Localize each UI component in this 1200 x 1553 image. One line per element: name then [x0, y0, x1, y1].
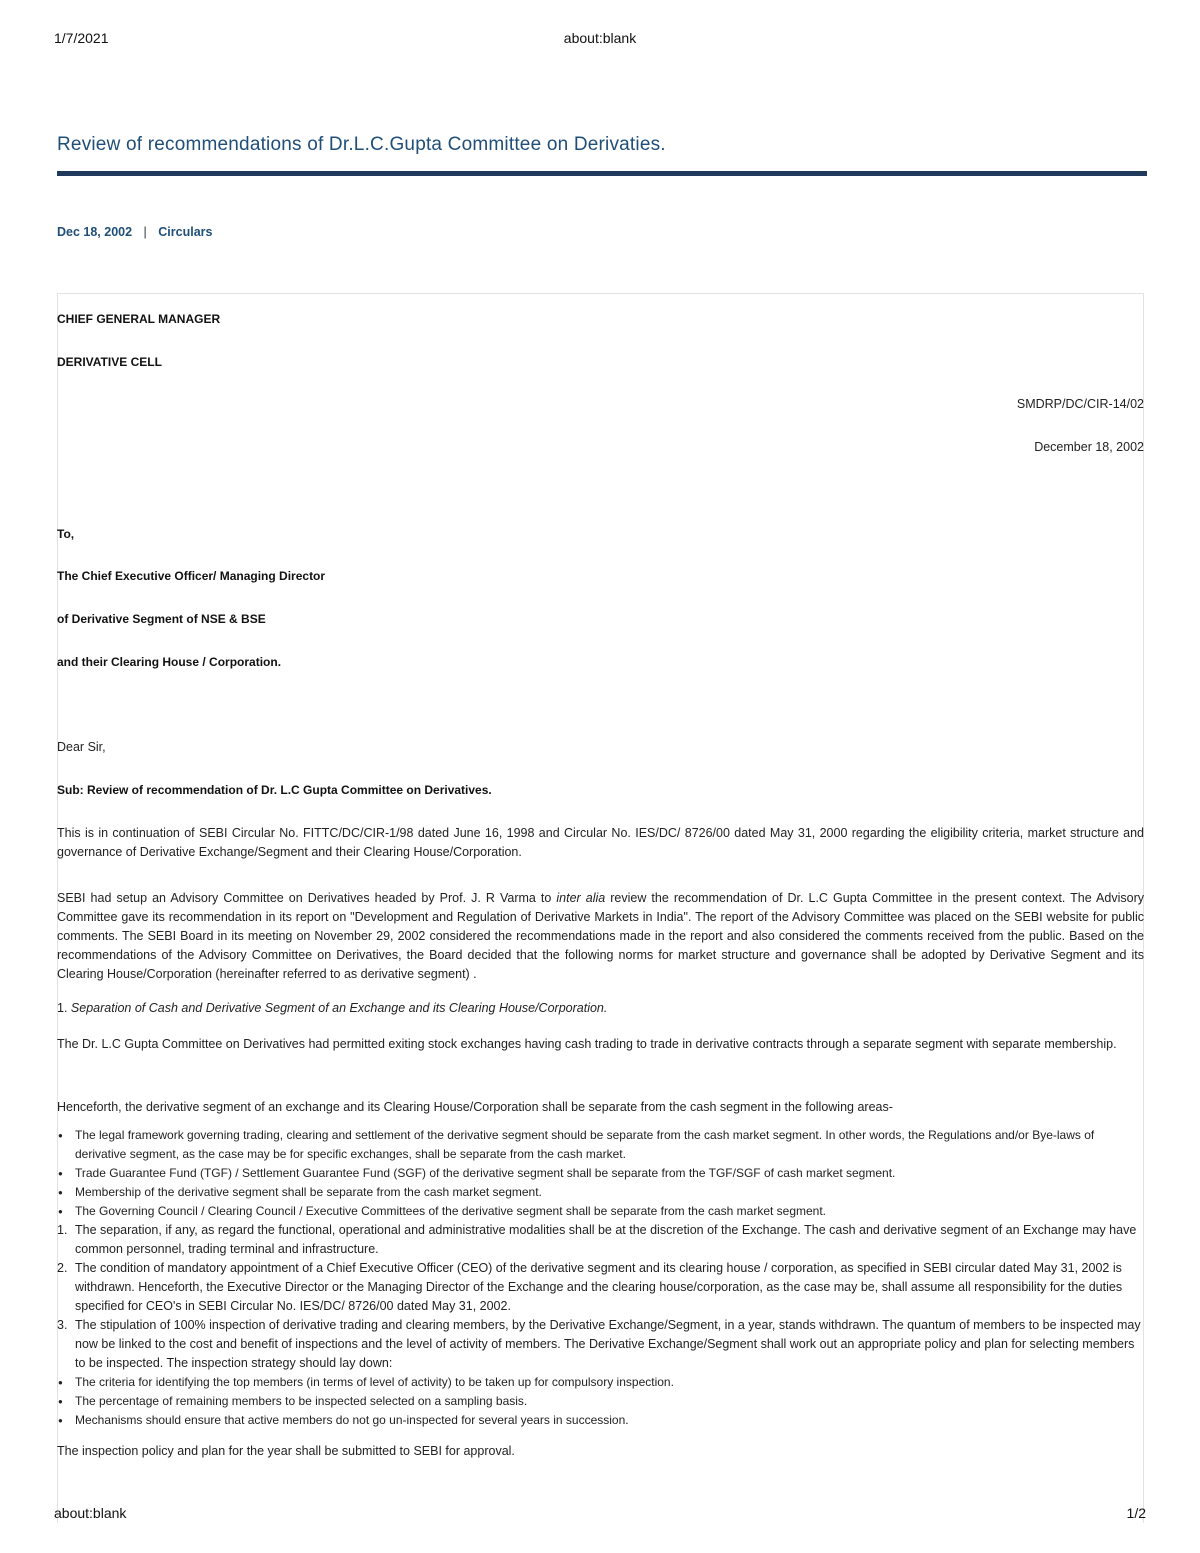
- paragraph-advisory-committee: [57, 889, 1144, 984]
- section-1-number: 1.: [57, 1001, 68, 1015]
- paragraph-gupta-committee: The Dr. L.C Gupta Committee on Derivatives had permitted exiting stock exchanges having cash trading to trade in derivative contracts through a separate segment with separate membership.: [57, 1037, 1117, 1051]
- list-item: ● The percentage of remaining members to be inspected selected on a sampling basis.: [75, 1392, 1144, 1411]
- print-footer-url: about:blank: [54, 1505, 127, 1521]
- item-number: 3.: [57, 1318, 68, 1332]
- list-item: ● Mechanisms should ensure that active members do not go un-inspected for several years in succession.: [75, 1411, 1144, 1430]
- list-item: [57, 1221, 1144, 1259]
- paragraph-continuation: This is in continuation of SEBI Circular No. FITTC/DC/CIR-1/98 dated June 16, 1998 and Circular No. IES/DC/ 8726/00 dated May 31, 2000 regarding the eligibility criteria, market structure and governance of Derivative Exchange/Segment and their Clearing House/Corporation.: [57, 826, 1144, 859]
- item-text: The condition of mandatory appointment of a Chief Executive Officer (CEO) of the derivative segment and its clearing house / corporation, as specified in SEBI circular dated May 31, 2002 is withdrawn. Henceforth, the Executive Director or the Managing Director of the Exchange and the clearing house/corporation, as the case may be, shall assume all responsibility for the duties specified for CEO's in SEBI Circular No. IES/DC/ 8726/00 dated May 31, 2002.: [75, 1261, 1123, 1313]
- reference-number: SMDRP/DC/CIR-14/02: [1016, 397, 1144, 411]
- from-department: DERIVATIVE CELL: [57, 355, 162, 369]
- item-number: 1.: [57, 1223, 68, 1237]
- meta-separator: |: [143, 225, 147, 239]
- list-item: [57, 1259, 1144, 1316]
- list-item: [57, 1316, 1144, 1373]
- item-text: The separation, if any, as regard the functional, operational and administrative modalities shall be at the discretion of the Exchange. The cash and derivative segment of an Exchange may have common personnel, trading terminal and infrastructure.: [75, 1223, 1137, 1256]
- print-header-url: about:blank: [563, 30, 637, 46]
- numbered-provisions: [57, 1221, 1144, 1373]
- closing-paragraph: The inspection policy and plan for the year shall be submitted to SEBI for approval.: [57, 1444, 515, 1458]
- list-item: ● Trade Guarantee Fund (TGF) / Settlement Guarantee Fund (SGF) of the derivative segment shall be separate from the TGF/SGF of cash market segment.: [75, 1164, 1144, 1183]
- addressee-line-1: The Chief Executive Officer/ Managing Director: [57, 569, 326, 583]
- print-header-date: 1/7/2021: [54, 30, 109, 46]
- salutation: Dear Sir,: [57, 740, 106, 754]
- separation-areas-list: [57, 1126, 1144, 1430]
- addressee-line-2: of Derivative Segment of NSE & BSE: [57, 612, 266, 626]
- title-divider: [57, 171, 1147, 176]
- list-item: ● The Governing Council / Clearing Council / Executive Committees of the derivative segment shall be separate from the cash market segment.: [75, 1202, 1144, 1221]
- subject-line: Sub: Review of recommendation of Dr. L.C Gupta Committee on Derivatives.: [57, 783, 492, 797]
- paragraph-advisory-text-b: review the recommendation of Dr. L.C Gupta Committee in the present context. The Advisory Committee gave its recommendation in its report on "Development and Regulation of Derivative Markets in India". The report of the Advisory Committee was placed on the SEBI website for public comments. The SEBI Board in its meeting on November 29, 2002 considered the recommendations made in the report and also considered the comments received from the public. Based on the recommendations of the Advisory Committee on Derivatives, the Board decided that the following norms for market structure and governance shall be adopted by Derivative Segment and its Clearing House/Corporation (hereinafter referred to as derivative segment) .: [57, 891, 1144, 981]
- list-item: ● Membership of the derivative segment shall be separate from the cash market segment.: [75, 1183, 1144, 1202]
- article-date: Dec 18, 2002: [57, 225, 133, 239]
- item-number: 2.: [57, 1261, 68, 1275]
- list-item: ● The criteria for identifying the top members (in terms of level of activity) to be taken up for compulsory inspection.: [75, 1373, 1144, 1392]
- addressee-to: To,: [57, 527, 75, 541]
- addressee-line-3: and their Clearing House / Corporation.: [57, 655, 282, 669]
- article-meta: [57, 225, 212, 239]
- letter-date: December 18, 2002: [1034, 440, 1144, 454]
- page-title: Review of recommendations of Dr.L.C.Gupta Committee on Derivaties.: [57, 134, 666, 155]
- from-designation: CHIEF GENERAL MANAGER: [57, 312, 221, 326]
- print-page-number: 1/2: [1126, 1505, 1146, 1521]
- paragraph-advisory-emphasis: inter alia: [556, 891, 606, 905]
- section-1-heading: [57, 999, 1144, 1018]
- paragraph-henceforth: Henceforth, the derivative segment of an exchange and its Clearing House/Corporation shall be separate from the cash segment in the following areas-: [57, 1100, 893, 1114]
- paragraph-advisory-text-a: SEBI had setup an Advisory Committee on Derivatives headed by Prof. J. R Varma to: [57, 891, 557, 905]
- category-link[interactable]: Circulars: [158, 225, 213, 239]
- item-text: The stipulation of 100% inspection of derivative trading and clearing members, by the Derivative Exchange/Segment, in a year, stands withdrawn. The quantum of members to be inspected may now be linked to the cost and benefit of inspections and the level of activity of members. The Derivative Exchange/Segment shall work out an appropriate policy and plan for selecting members to be inspected. The inspection strategy should lay down:: [75, 1318, 1141, 1370]
- list-item: ● The legal framework governing trading, clearing and settlement of the derivative segment should be separate from the cash market segment. In other words, the Regulations and/or Bye-laws of derivative segment, as the case may be for specific exchanges, shall be separate from the cash market.: [75, 1126, 1144, 1164]
- section-1-title: Separation of Cash and Derivative Segment of an Exchange and its Clearing House/Corporation.: [70, 1001, 608, 1015]
